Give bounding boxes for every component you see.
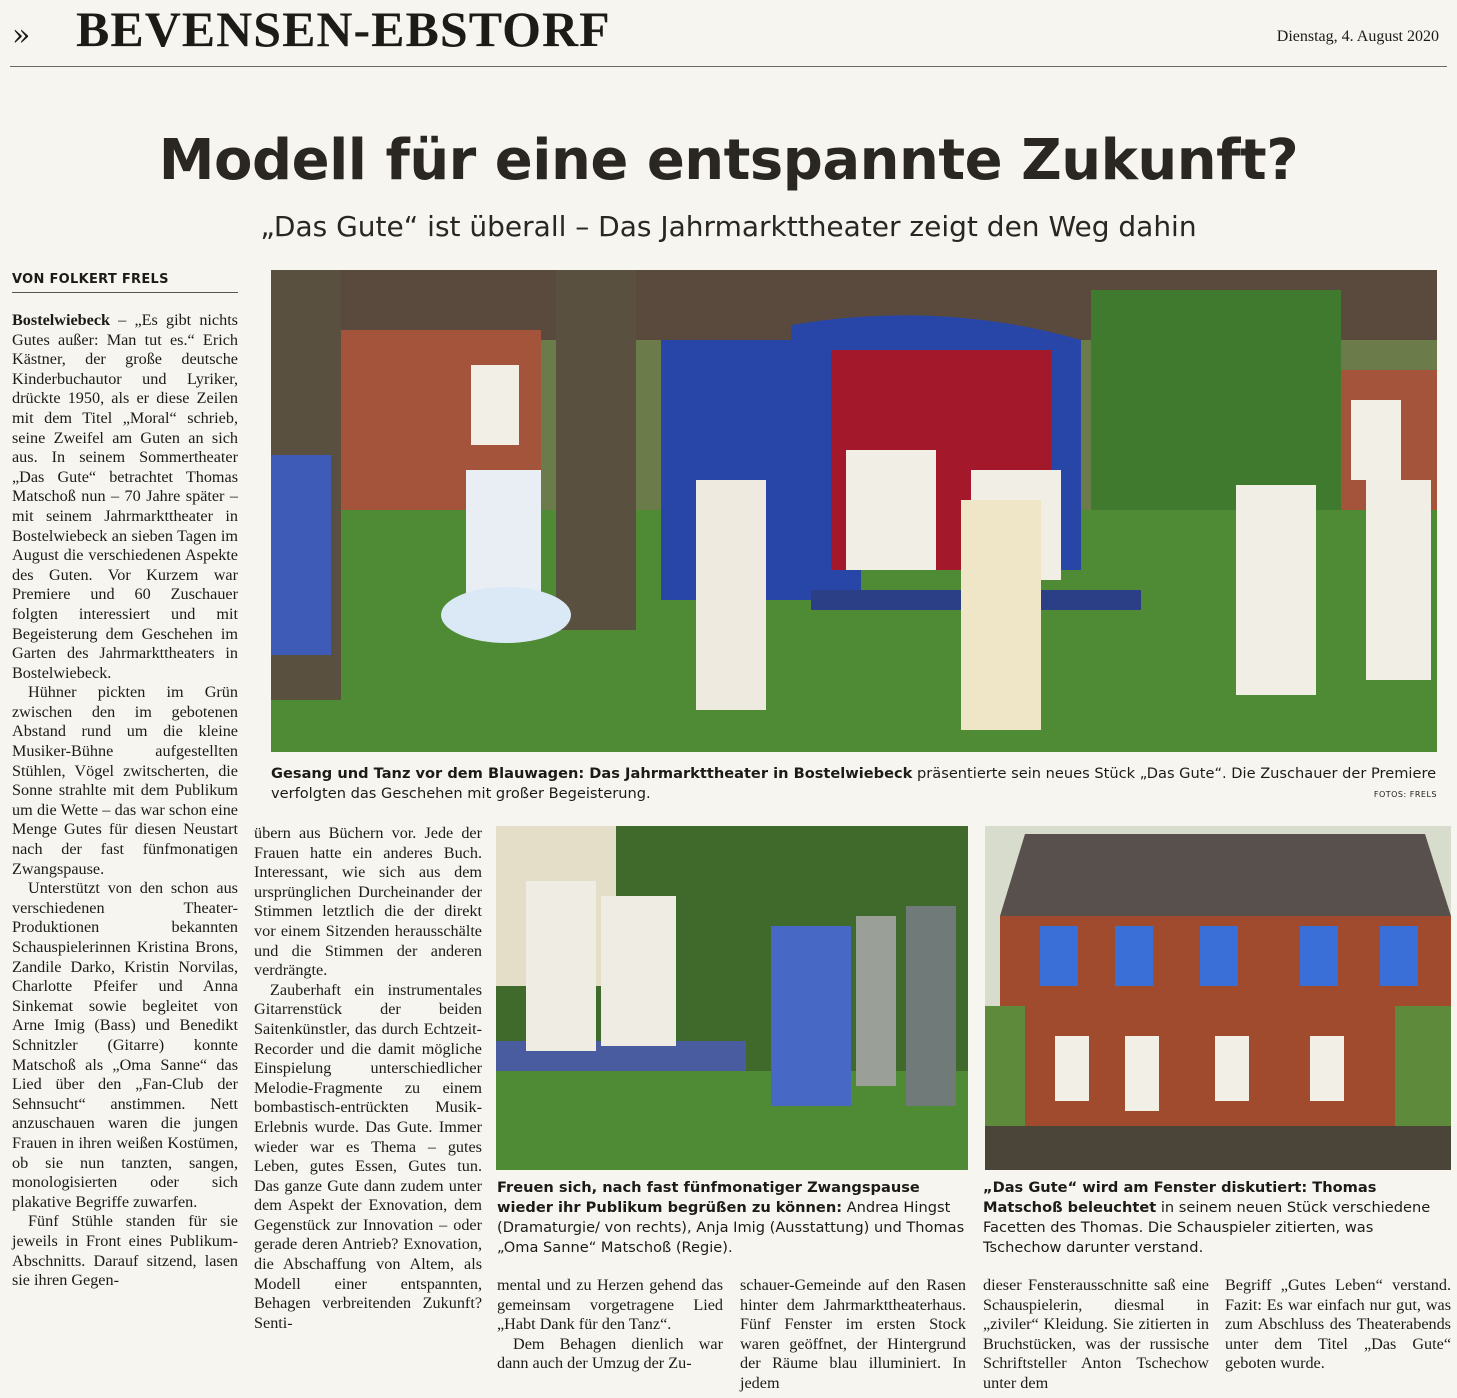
musicians-photo-caption xyxy=(497,1178,967,1258)
paragraph: Fünf Stühle standen für sie jeweils in Front eines Publikum-Abschnitts. Darauf sitzend, lasen sie ihren Gegen- xyxy=(12,1212,238,1290)
text-column-3 xyxy=(497,1276,723,1396)
paragraph: Dem Behagen dienlich war dann auch der Umzug der Zu- xyxy=(497,1334,723,1373)
text-column-2 xyxy=(254,824,482,1396)
caption-text: Andrea Hingst (Dramaturgie/ von rechts), Anja Imig (Ausstattung) und Thomas „Oma Sanne“ Matschoß (Regie). xyxy=(497,1199,965,1256)
paragraph: mental und zu Herzen gehend das gemeinsam vorgetragene Lied „Habt Dank für den Tanz“. xyxy=(497,1276,723,1334)
caption-lead: Gesang und Tanz vor dem Blauwagen: Das Jahrmarkttheater in Bostelwiebeck xyxy=(271,765,913,782)
dateline: Bostelwiebeck xyxy=(12,311,111,329)
paragraph: Begriff „Gutes Leben“ verstand. Fazit: Es war einfach nur gut, was zum Abschluss des Theaterabends unter dem Titel „Das Gute“ geboten wurde. xyxy=(1225,1276,1451,1373)
article-headline: Modell für eine entspannte Zukunft? xyxy=(158,128,1299,193)
issue-date: Dienstag, 4. August 2020 xyxy=(1276,28,1439,45)
caption-text: präsentierte sein neues Stück „Das Gute“. Die Zuschauer der Premiere verfolgten das Geschehen mit großer Begeisterung. xyxy=(271,765,1437,802)
text-column-1 xyxy=(12,311,238,1396)
section-title: BEVENSEN-EBSTORF xyxy=(76,1,611,57)
paragraph: dieser Fensterausschnitte saß eine Schauspielerin, diesmal in „ziviler“ Kleidung. Sie zitierten in Bruchstücken, was der russische Schriftsteller Anton Tschechow unter dem xyxy=(983,1276,1209,1392)
musicians-photo xyxy=(496,826,968,1170)
text-column-4 xyxy=(740,1276,966,1396)
article-subheadline: „Das Gute“ ist überall – Das Jahrmarkttheater zeigt den Weg dahin xyxy=(260,210,1197,243)
paragraph: schauer-Gemeinde auf den Rasen hinter dem Jahrmarkttheaterhaus. Fünf Fenster im ersten Stock waren geöffnet, der Hintergrund der Räume blau illuminiert. In jedem xyxy=(740,1276,966,1392)
main-photo xyxy=(271,270,1437,752)
photo-house-scene xyxy=(985,826,1451,1170)
paragraph xyxy=(12,311,238,683)
paragraph-text: – „Es gibt nichts Gutes außer: Man tut es.“ Erich Kästner, der große deutsche Kinderbuchautor und Lyriker, drückte 1950, als er diese Zeilen mit dem Titel „Moral“ schrieb, seine Zweifel am Guten an sich aus. In seinem Sommertheater „Das Gute“ betrachtet Thomas Matschoß nun – 70 Jahre später – mit seinem Jahrmarkttheater in Bostelwiebeck an sieben Tagen im August die verschiedenen Aspekte des Guten. Vor Kurzem war Premiere und 60 Zuschauer folgten interessiert und mit Begeisterung dem Geschehen im Garten des Jahrmarkttheaters in Bostelwiebeck. xyxy=(12,311,238,682)
photo-musicians-scene xyxy=(496,826,968,1170)
article-byline: VON FOLKERT FRELS xyxy=(12,272,169,287)
byline-rule xyxy=(12,292,238,293)
caption-lead: „Das Gute“ wird am Fenster diskutiert: Thomas Matschoß beleuchtet xyxy=(983,1179,1377,1216)
main-photo-caption xyxy=(271,764,1437,804)
header-rule xyxy=(10,66,1447,67)
paragraph: Unterstützt von den schon aus verschiedenen Theater-Produktionen bekannten Schauspielerinnen Kristina Brons, Zandile Darko, Kristin Norvilas, Charlotte Pfeifer und Anna Sinkemat sowie begleitet von Arne Imig (Bass) und Benedikt Schnitzler (Gitarre) konnte Matschoß als „Oma Sanne“ das Lied über den „Fan-Club der Sehnsucht“ anstimmen. Nett anzuschauen waren die jungen Frauen in ihren weißen Kostümen, ob sie nun tanzten, sangen, monologisierten oder sich plakative Begriffe zuwarfen. xyxy=(12,879,238,1211)
text-column-5 xyxy=(983,1276,1209,1396)
caption-text: in seinem neuen Stück verschiedene Facetten des Thomas. Die Schauspieler zitierten, was Tschechow darunter verstand. xyxy=(983,1199,1431,1256)
section-chevron: » xyxy=(12,18,31,53)
photo-stage-scene xyxy=(271,270,1437,752)
paragraph: übern aus Büchern vor. Jede der Frauen hatte ein anderes Buch. Interessant, wie sich aus dem ursprünglichen Durcheinander der Stimmen letztlich die der direkt vor einem Sitzenden herausschälte und die Stimmen der anderen verdrängte. xyxy=(254,824,482,980)
house-photo xyxy=(985,826,1451,1170)
text-column-6 xyxy=(1225,1276,1451,1396)
caption-lead: Freuen sich, nach fast fünfmonatiger Zwangspause wieder ihr Publikum begrüßen zu können: xyxy=(497,1179,920,1216)
house-photo-caption xyxy=(983,1178,1451,1258)
paragraph: Hühner pickten im Grün zwischen den im gebotenen Abstand rund um die kleine Musiker-Bühne aufgestellten Stühlen, Vögel zwitscherten, die Sonne strahlte mit dem Publikum um die Wette – das war schon eine Menge Gutes für diesen Neustart nach der fast fünfmonatigen Zwangspause. xyxy=(12,683,238,878)
photo-credit: FOTOS: FRELS xyxy=(1373,790,1437,799)
paragraph: Zauberhaft ein instrumentales Gitarrenstück der beiden Saitenkünstler, das durch Echtzeit-Recorder und die damit mögliche Einspielung unterschiedlicher Melodie-Fragmente zu einem bombastisch-entrückten Musik-Erlebnis wurde. Das Gute. Immer wieder war es Thema – gutes Leben, gutes Essen, Gutes tun. Das ganze Gute dann zudem unter dem Aspekt der Exnovation, dem Gegenstück zur Innovation – oder gerade deren Antrieb? Exnovation, die Abschaffung von Altem, als Modell einer entspannten, Behagen verbreitenden Zukunft? Senti- xyxy=(254,980,482,1332)
